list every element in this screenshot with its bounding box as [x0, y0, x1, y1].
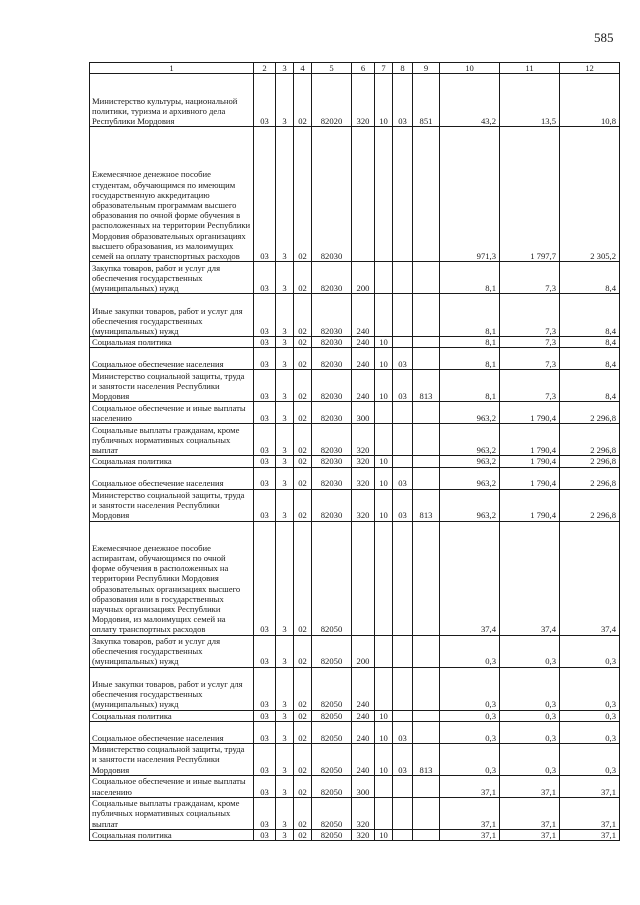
cell-c9: 851 [413, 74, 440, 127]
cell-c7 [375, 262, 393, 294]
cell-c6: 320 [352, 829, 375, 840]
row-name: Министерство социальной защиты, труда и занятости населения Республики Мордовия [90, 489, 254, 521]
cell-c10: 8,1 [440, 337, 500, 348]
cell-c5: 82030 [312, 489, 352, 521]
cell-c9 [413, 424, 440, 456]
cell-c9 [413, 721, 440, 743]
cell-c2: 03 [254, 489, 276, 521]
cell-c7: 10 [375, 829, 393, 840]
row-name: Социальная политика [90, 337, 254, 348]
cell-c10: 37,1 [440, 829, 500, 840]
cell-c7 [375, 127, 393, 262]
cell-c11: 37,1 [500, 797, 560, 829]
column-header-11: 11 [500, 63, 560, 74]
table-row [90, 127, 620, 262]
cell-c6 [352, 521, 375, 635]
cell-c3: 3 [276, 829, 294, 840]
cell-c11: 37,1 [500, 829, 560, 840]
cell-c5: 82050 [312, 743, 352, 775]
cell-c3: 3 [276, 348, 294, 370]
table-row [90, 710, 620, 721]
cell-c9 [413, 521, 440, 635]
column-header-5: 5 [312, 63, 352, 74]
cell-c11: 37,1 [500, 775, 560, 797]
cell-c6: 300 [352, 775, 375, 797]
table-row [90, 262, 620, 294]
row-name: Министерство социальной защиты, труда и занятости населения Республики Мордовия [90, 370, 254, 402]
cell-c5: 82050 [312, 667, 352, 710]
row-name: Министерство социальной защиты, труда и занятости населения Республики Мордовия [90, 743, 254, 775]
row-name: Социальное обеспечение населения [90, 348, 254, 370]
cell-c8 [393, 797, 413, 829]
table-row [90, 337, 620, 348]
cell-c6: 240 [352, 710, 375, 721]
cell-c2: 03 [254, 127, 276, 262]
cell-c6: 240 [352, 294, 375, 337]
cell-c11: 7,3 [500, 262, 560, 294]
cell-c6: 240 [352, 743, 375, 775]
cell-c9 [413, 797, 440, 829]
cell-c3: 3 [276, 127, 294, 262]
cell-c7 [375, 424, 393, 456]
cell-c8 [393, 710, 413, 721]
cell-c8: 03 [393, 370, 413, 402]
cell-c8 [393, 262, 413, 294]
cell-c2: 03 [254, 829, 276, 840]
cell-c11: 0,3 [500, 635, 560, 667]
cell-c3: 3 [276, 710, 294, 721]
row-name: Социальное обеспечение населения [90, 467, 254, 489]
page-number: 585 [594, 30, 614, 45]
cell-c7: 10 [375, 721, 393, 743]
cell-c7 [375, 667, 393, 710]
table-row [90, 348, 620, 370]
cell-c6: 320 [352, 456, 375, 467]
cell-c11: 1 790,4 [500, 489, 560, 521]
cell-c5: 82030 [312, 294, 352, 337]
cell-c7 [375, 521, 393, 635]
cell-c8 [393, 402, 413, 424]
cell-c11: 1 790,4 [500, 456, 560, 467]
cell-c11: 7,3 [500, 348, 560, 370]
cell-c9 [413, 467, 440, 489]
column-header-3: 3 [276, 63, 294, 74]
cell-c7: 10 [375, 370, 393, 402]
table-row [90, 775, 620, 797]
cell-c8 [393, 829, 413, 840]
cell-c8: 03 [393, 74, 413, 127]
cell-c8 [393, 521, 413, 635]
cell-c2: 03 [254, 743, 276, 775]
cell-c4: 02 [294, 127, 312, 262]
cell-c7 [375, 635, 393, 667]
cell-c12: 2 296,8 [560, 402, 620, 424]
cell-c3: 3 [276, 402, 294, 424]
column-header-9: 9 [413, 63, 440, 74]
cell-c2: 03 [254, 721, 276, 743]
cell-c5: 82050 [312, 635, 352, 667]
cell-c12: 0,3 [560, 721, 620, 743]
cell-c11: 0,3 [500, 721, 560, 743]
cell-c7 [375, 775, 393, 797]
cell-c11: 1 790,4 [500, 424, 560, 456]
column-header-10: 10 [440, 63, 500, 74]
cell-c8: 03 [393, 348, 413, 370]
cell-c2: 03 [254, 710, 276, 721]
cell-c2: 03 [254, 424, 276, 456]
cell-c10: 963,2 [440, 402, 500, 424]
table-row [90, 667, 620, 710]
cell-c2: 03 [254, 262, 276, 294]
row-name: Социальная политика [90, 710, 254, 721]
cell-c9 [413, 775, 440, 797]
cell-c10: 8,1 [440, 294, 500, 337]
cell-c4: 02 [294, 424, 312, 456]
cell-c6: 300 [352, 402, 375, 424]
cell-c9: 813 [413, 489, 440, 521]
column-header-12: 12 [560, 63, 620, 74]
cell-c4: 02 [294, 294, 312, 337]
cell-c4: 02 [294, 456, 312, 467]
cell-c10: 963,2 [440, 424, 500, 456]
cell-c6: 320 [352, 797, 375, 829]
cell-c3: 3 [276, 370, 294, 402]
column-header-2: 2 [254, 63, 276, 74]
cell-c8 [393, 337, 413, 348]
table-row [90, 370, 620, 402]
cell-c7: 10 [375, 456, 393, 467]
cell-c2: 03 [254, 370, 276, 402]
table-row [90, 521, 620, 635]
cell-c3: 3 [276, 424, 294, 456]
cell-c9 [413, 337, 440, 348]
cell-c12: 37,1 [560, 775, 620, 797]
cell-c7: 10 [375, 743, 393, 775]
cell-c3: 3 [276, 667, 294, 710]
cell-c12: 2 305,2 [560, 127, 620, 262]
table-row [90, 489, 620, 521]
cell-c5: 82050 [312, 710, 352, 721]
cell-c12: 0,3 [560, 710, 620, 721]
cell-c4: 02 [294, 743, 312, 775]
cell-c9 [413, 402, 440, 424]
cell-c3: 3 [276, 775, 294, 797]
cell-c10: 971,3 [440, 127, 500, 262]
cell-c3: 3 [276, 74, 294, 127]
cell-c6: 240 [352, 337, 375, 348]
table-row [90, 424, 620, 456]
cell-c7: 10 [375, 74, 393, 127]
cell-c12: 2 296,8 [560, 456, 620, 467]
cell-c7 [375, 402, 393, 424]
cell-c7: 10 [375, 489, 393, 521]
cell-c12: 37,4 [560, 521, 620, 635]
cell-c8 [393, 294, 413, 337]
cell-c7: 10 [375, 348, 393, 370]
cell-c2: 03 [254, 521, 276, 635]
cell-c10: 37,4 [440, 521, 500, 635]
cell-c9 [413, 348, 440, 370]
cell-c12: 8,4 [560, 337, 620, 348]
cell-c5: 82050 [312, 797, 352, 829]
cell-c2: 03 [254, 294, 276, 337]
cell-c3: 3 [276, 721, 294, 743]
table-row [90, 829, 620, 840]
cell-c3: 3 [276, 743, 294, 775]
cell-c4: 02 [294, 348, 312, 370]
cell-c2: 03 [254, 402, 276, 424]
cell-c8: 03 [393, 467, 413, 489]
cell-c2: 03 [254, 667, 276, 710]
cell-c7 [375, 294, 393, 337]
cell-c12: 8,4 [560, 348, 620, 370]
cell-c9 [413, 456, 440, 467]
cell-c10: 43,2 [440, 74, 500, 127]
cell-c4: 02 [294, 262, 312, 294]
cell-c8: 03 [393, 743, 413, 775]
cell-c7 [375, 797, 393, 829]
cell-c2: 03 [254, 797, 276, 829]
cell-c10: 8,1 [440, 348, 500, 370]
cell-c11: 1 790,4 [500, 467, 560, 489]
cell-c9 [413, 635, 440, 667]
cell-c10: 8,1 [440, 370, 500, 402]
cell-c2: 03 [254, 74, 276, 127]
row-name: Социальное обеспечение и иные выплаты населению [90, 402, 254, 424]
table-row [90, 721, 620, 743]
cell-c9 [413, 262, 440, 294]
row-name: Ежемесячное денежное пособие аспирантам, обучающимся по очной форме обучения в расположенных на территории Республики Мордовия образовательных организациях высшего образования или в государственных научных организациях Республики Мордовия, из малоимущих семей на оплату транспортных расходов [90, 521, 254, 635]
cell-c2: 03 [254, 635, 276, 667]
cell-c11: 37,4 [500, 521, 560, 635]
cell-c3: 3 [276, 635, 294, 667]
cell-c6: 240 [352, 348, 375, 370]
cell-c5: 82030 [312, 262, 352, 294]
table-row [90, 467, 620, 489]
cell-c4: 02 [294, 337, 312, 348]
cell-c6: 320 [352, 467, 375, 489]
cell-c3: 3 [276, 456, 294, 467]
cell-c8 [393, 456, 413, 467]
cell-c6: 240 [352, 721, 375, 743]
cell-c5: 82030 [312, 127, 352, 262]
table-row [90, 743, 620, 775]
cell-c4: 02 [294, 489, 312, 521]
cell-c8 [393, 127, 413, 262]
column-header-1: 1 [90, 63, 254, 74]
table-row [90, 294, 620, 337]
row-name: Иные закупки товаров, работ и услуг для обеспечения государственных (муниципальных) нужд [90, 294, 254, 337]
cell-c12: 8,4 [560, 294, 620, 337]
cell-c4: 02 [294, 370, 312, 402]
cell-c11: 1 797,7 [500, 127, 560, 262]
cell-c12: 10,8 [560, 74, 620, 127]
cell-c5: 82030 [312, 456, 352, 467]
cell-c3: 3 [276, 489, 294, 521]
cell-c4: 02 [294, 775, 312, 797]
cell-c4: 02 [294, 402, 312, 424]
table-row [90, 456, 620, 467]
cell-c5: 82030 [312, 370, 352, 402]
cell-c2: 03 [254, 337, 276, 348]
row-name: Социальные выплаты гражданам, кроме публичных нормативных социальных выплат [90, 797, 254, 829]
cell-c11: 1 790,4 [500, 402, 560, 424]
cell-c10: 0,3 [440, 721, 500, 743]
cell-c5: 82050 [312, 775, 352, 797]
cell-c4: 02 [294, 710, 312, 721]
cell-c9 [413, 294, 440, 337]
cell-c9 [413, 710, 440, 721]
cell-c6: 320 [352, 74, 375, 127]
cell-c3: 3 [276, 337, 294, 348]
cell-c11: 7,3 [500, 370, 560, 402]
cell-c5: 82050 [312, 721, 352, 743]
cell-c8: 03 [393, 721, 413, 743]
cell-c10: 0,3 [440, 743, 500, 775]
cell-c4: 02 [294, 635, 312, 667]
cell-c10: 0,3 [440, 667, 500, 710]
cell-c5: 82050 [312, 521, 352, 635]
cell-c5: 82030 [312, 348, 352, 370]
column-header-6: 6 [352, 63, 375, 74]
cell-c10: 963,2 [440, 456, 500, 467]
cell-c6: 200 [352, 635, 375, 667]
cell-c8 [393, 424, 413, 456]
cell-c6: 240 [352, 667, 375, 710]
cell-c7: 10 [375, 467, 393, 489]
cell-c3: 3 [276, 521, 294, 635]
cell-c12: 2 296,8 [560, 467, 620, 489]
table-row [90, 74, 620, 127]
cell-c12: 8,4 [560, 370, 620, 402]
cell-c10: 963,2 [440, 489, 500, 521]
column-header-7: 7 [375, 63, 393, 74]
cell-c5: 82030 [312, 467, 352, 489]
row-name: Социальные выплаты гражданам, кроме публичных нормативных социальных выплат [90, 424, 254, 456]
cell-c3: 3 [276, 262, 294, 294]
cell-c12: 0,3 [560, 743, 620, 775]
cell-c11: 7,3 [500, 337, 560, 348]
row-name: Ежемесячное денежное пособие студентам, обучающимся по имеющим государственную аккредитацию образовательным программам высшего образования по очной форме обучения в расположенных на территории Республики Мордовия образовательных организациях высшего образования, из малоимущих семей на оплату транспортных расходов [90, 127, 254, 262]
table-row [90, 402, 620, 424]
cell-c6: 320 [352, 424, 375, 456]
cell-c2: 03 [254, 456, 276, 467]
table-row [90, 635, 620, 667]
cell-c2: 03 [254, 348, 276, 370]
cell-c10: 37,1 [440, 775, 500, 797]
cell-c5: 82030 [312, 337, 352, 348]
cell-c8: 03 [393, 489, 413, 521]
cell-c3: 3 [276, 797, 294, 829]
cell-c12: 37,1 [560, 829, 620, 840]
cell-c5: 82050 [312, 829, 352, 840]
row-name: Социальное обеспечение населения [90, 721, 254, 743]
cell-c3: 3 [276, 294, 294, 337]
cell-c3: 3 [276, 467, 294, 489]
cell-c4: 02 [294, 721, 312, 743]
cell-c9 [413, 667, 440, 710]
cell-c5: 82030 [312, 424, 352, 456]
cell-c6 [352, 127, 375, 262]
cell-c12: 0,3 [560, 667, 620, 710]
cell-c8 [393, 635, 413, 667]
cell-c10: 963,2 [440, 467, 500, 489]
column-header-4: 4 [294, 63, 312, 74]
cell-c9: 813 [413, 743, 440, 775]
cell-c11: 0,3 [500, 743, 560, 775]
cell-c10: 8,1 [440, 262, 500, 294]
row-name: Социальное обеспечение и иные выплаты населению [90, 775, 254, 797]
row-name: Социальная политика [90, 829, 254, 840]
cell-c10: 0,3 [440, 635, 500, 667]
cell-c12: 2 296,8 [560, 489, 620, 521]
cell-c6: 200 [352, 262, 375, 294]
cell-c12: 37,1 [560, 797, 620, 829]
cell-c7: 10 [375, 337, 393, 348]
cell-c8 [393, 667, 413, 710]
cell-c9 [413, 829, 440, 840]
cell-c4: 02 [294, 74, 312, 127]
cell-c12: 0,3 [560, 635, 620, 667]
table-body [90, 74, 620, 841]
cell-c9 [413, 127, 440, 262]
row-name: Закупка товаров, работ и услуг для обеспечения государственных (муниципальных) нужд [90, 635, 254, 667]
cell-c8 [393, 775, 413, 797]
cell-c6: 240 [352, 370, 375, 402]
cell-c4: 02 [294, 797, 312, 829]
row-name: Социальная политика [90, 456, 254, 467]
cell-c6: 320 [352, 489, 375, 521]
row-name: Иные закупки товаров, работ и услуг для обеспечения государственных (муниципальных) нужд [90, 667, 254, 710]
cell-c9: 813 [413, 370, 440, 402]
row-name: Закупка товаров, работ и услуг для обеспечения государственных (муниципальных) нужд [90, 262, 254, 294]
column-header-8: 8 [393, 63, 413, 74]
cell-c2: 03 [254, 467, 276, 489]
cell-c12: 2 296,8 [560, 424, 620, 456]
cell-c7: 10 [375, 710, 393, 721]
cell-c4: 02 [294, 467, 312, 489]
cell-c5: 82020 [312, 74, 352, 127]
row-name: Министерство культуры, национальной политики, туризма и архивного дела Республики Мордовия [90, 74, 254, 127]
header-row [90, 63, 620, 74]
cell-c2: 03 [254, 775, 276, 797]
cell-c10: 0,3 [440, 710, 500, 721]
budget-table [89, 62, 620, 841]
cell-c10: 37,1 [440, 797, 500, 829]
cell-c4: 02 [294, 829, 312, 840]
cell-c5: 82030 [312, 402, 352, 424]
cell-c11: 0,3 [500, 667, 560, 710]
cell-c4: 02 [294, 667, 312, 710]
cell-c11: 13,5 [500, 74, 560, 127]
cell-c12: 8,4 [560, 262, 620, 294]
cell-c4: 02 [294, 521, 312, 635]
table-row [90, 797, 620, 829]
cell-c11: 7,3 [500, 294, 560, 337]
cell-c11: 0,3 [500, 710, 560, 721]
